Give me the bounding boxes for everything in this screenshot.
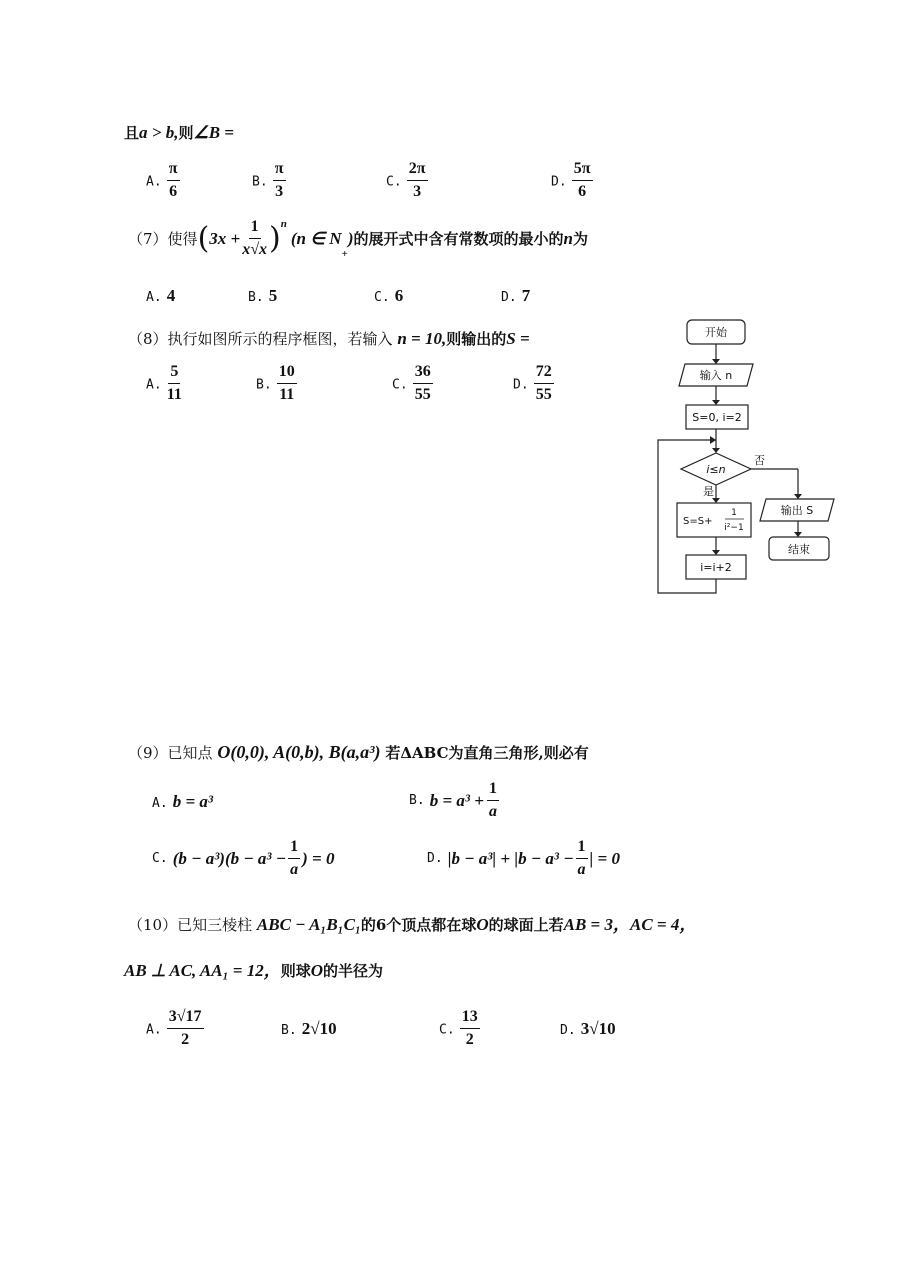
fraction-numerator: 1: [576, 838, 588, 859]
q6-stem-mid: 则: [178, 124, 194, 142]
fraction-numerator: 2π: [407, 160, 428, 181]
option-label: B.: [281, 1023, 297, 1038]
q8-tail-math: S =: [506, 329, 530, 348]
q7-option-d: [501, 286, 530, 306]
option-fraction: [167, 160, 180, 202]
q10-lead: 已知三棱柱: [177, 916, 253, 934]
option-label: C.: [392, 377, 408, 393]
question-number: （9）: [128, 744, 168, 762]
fraction-numerator: 1: [249, 218, 261, 239]
fraction-numerator: 72: [534, 363, 554, 384]
question-number: （7）: [128, 230, 168, 249]
option-fraction: [167, 363, 182, 405]
q8-option-a: [146, 363, 182, 405]
option-fraction: [576, 838, 588, 880]
option-expression: (b − a³)(b − a³ −: [172, 848, 287, 868]
fraction-denominator: 55: [414, 386, 431, 404]
flow-start-label: 开始: [705, 326, 727, 339]
q6-stem-math: a > b,: [139, 123, 179, 142]
option-expression-end: | = 0: [589, 848, 620, 868]
q7-option-b: [248, 286, 277, 306]
option-label: A.: [146, 377, 162, 393]
fraction-numerator: 5: [168, 363, 180, 384]
q6-option-d: [551, 160, 593, 202]
arrow-head: [794, 532, 802, 537]
right-paren: ): [269, 221, 281, 257]
flow-yes-label: 是: [703, 485, 714, 498]
q7-tail-end: 为: [572, 230, 588, 249]
q6-option-a: [146, 160, 180, 202]
fraction-denominator: a: [290, 861, 299, 879]
option-label: C.: [386, 174, 402, 190]
flow-init-label: S=0, i=2: [692, 411, 742, 424]
q9-stem: [128, 742, 589, 763]
q7-option-c: [374, 286, 403, 306]
left-paren: (: [197, 221, 210, 257]
fraction-numerator: 1: [487, 780, 499, 801]
q8-option-b: [256, 363, 297, 405]
q8-option-d: [513, 363, 554, 405]
option-label: B.: [409, 793, 425, 809]
q6-stem-angle: ∠B =: [193, 123, 234, 142]
option-fraction: [534, 363, 554, 405]
flow-update-s-prefix: S=S+: [683, 516, 713, 527]
option-label: D.: [513, 377, 529, 393]
q7-condition: (n ∈ N: [290, 228, 342, 248]
q6-stem-prefix: 且: [124, 124, 140, 142]
fraction-denominator: 11: [279, 386, 295, 404]
q9-option-d: [427, 838, 620, 880]
q6-option-c: [386, 160, 428, 202]
flow-update-i-label: i=i+2: [700, 561, 732, 574]
q10-condition2: AB ⊥ AC, AA₁ = 12，: [124, 961, 281, 980]
option-fraction: [407, 160, 428, 202]
option-label: D.: [427, 851, 443, 867]
option-expression: b = a³: [172, 792, 214, 811]
q9-points: O(0,0), A(0,b), B(a,a³): [217, 742, 381, 762]
question-number: （8）: [128, 330, 168, 348]
flow-update-s-den: i²−1: [724, 523, 744, 533]
q10-prism: ABC − A₁B₁C₁: [256, 915, 361, 934]
fraction-denominator: a: [488, 803, 497, 821]
fraction-denominator: 6: [169, 183, 178, 201]
option-label: A.: [146, 290, 162, 305]
option-label: B.: [256, 377, 272, 393]
option-fraction: [460, 1008, 480, 1050]
arrow-head: [712, 359, 720, 364]
fraction-numerator: 13: [460, 1008, 480, 1029]
program-flowchart: [650, 315, 850, 600]
option-label: C.: [374, 290, 390, 305]
q9-option-a: [152, 792, 213, 812]
fraction-numerator: 36: [413, 363, 433, 384]
q8-text: 执行如图所示的程序框图，若输入: [167, 330, 393, 348]
q8-stem: [128, 328, 530, 349]
fraction-denominator: 2: [465, 1031, 474, 1049]
fraction-numerator: 5π: [572, 160, 593, 181]
arrow-head: [794, 494, 802, 499]
option-label: D.: [551, 174, 567, 190]
option-fraction: [273, 160, 286, 202]
q10-mid2: 的球面上若: [488, 916, 564, 934]
option-expression: |b − a³| + |b − a³ −: [447, 848, 574, 868]
option-fraction: [277, 363, 297, 405]
q10-line2-tail: 则球: [280, 962, 311, 980]
option-value: 2√10: [301, 1019, 337, 1038]
option-label: D.: [501, 290, 517, 305]
q7-option-a: [146, 286, 175, 306]
q7-condition-sub: +: [341, 247, 348, 260]
q10-condition: AB = 3，AC = 4，: [563, 915, 697, 934]
q10-sphere: O: [476, 915, 489, 934]
fraction-numerator: 3√17: [167, 1008, 204, 1029]
fraction-denominator: 3: [413, 183, 422, 201]
fraction-denominator: 3: [275, 183, 284, 201]
arrow-head: [712, 400, 720, 405]
q7-stem: [128, 218, 588, 260]
fraction-numerator: π: [167, 160, 180, 181]
flow-no-label: 否: [754, 454, 765, 467]
q8-option-c: [392, 363, 433, 405]
fraction-denominator: 11: [166, 386, 182, 404]
q9-option-c: [152, 838, 334, 880]
q10-stem-line2: [124, 956, 383, 981]
option-value: 6: [394, 286, 404, 305]
q10-mid: 的6个顶点都在球: [360, 916, 477, 934]
q9-option-b: [409, 780, 499, 822]
q7-condition-close: ): [347, 228, 354, 248]
option-fraction: [167, 1008, 204, 1050]
arrow-head: [712, 550, 720, 555]
option-label: C.: [152, 851, 168, 867]
fraction-denominator: a: [577, 861, 586, 879]
option-label: B.: [248, 290, 264, 305]
q6-stem: [124, 122, 234, 143]
flow-input-label: 输入 n: [699, 369, 733, 382]
option-value: 5: [268, 286, 278, 305]
option-fraction: [413, 363, 433, 405]
option-value: 3√10: [580, 1019, 616, 1038]
option-fraction: [572, 160, 593, 202]
q6-option-b: [252, 160, 286, 202]
option-label: A.: [152, 796, 168, 811]
fraction-denominator: 2: [181, 1031, 190, 1049]
flow-cond-label: i≤n: [706, 463, 726, 476]
option-label: C.: [439, 1022, 455, 1038]
q9-tail: 若ΔABC为直角三角形,则必有: [385, 744, 589, 762]
fraction-numerator: 1: [288, 838, 300, 859]
flow-end-label: 结束: [788, 543, 810, 556]
arrow-head: [712, 448, 720, 453]
option-label: A.: [146, 1022, 162, 1038]
flow-update-s-num: 1: [731, 508, 737, 518]
q7-tail-var: n: [563, 228, 573, 248]
q10-line2-end: 的半径为: [323, 962, 384, 980]
fraction-denominator: 6: [578, 183, 587, 201]
option-value: 4: [166, 286, 176, 305]
q10-line2-sphere: O: [310, 961, 323, 980]
q9-lead: 已知点: [167, 744, 213, 762]
arrow-head: [712, 498, 720, 503]
flow-output-label: 输出 S: [780, 504, 814, 517]
q10-stem-line1: [128, 910, 696, 935]
option-value: 7: [521, 286, 531, 305]
fraction-numerator: π: [273, 160, 286, 181]
question-number: （10）: [128, 916, 178, 934]
q10-option-b: [281, 1019, 337, 1039]
option-fraction: [487, 780, 499, 822]
option-label: A.: [146, 174, 162, 190]
option-expression-end: ) = 0: [302, 848, 335, 868]
fraction-numerator: 10: [277, 363, 297, 384]
q7-lead: 使得: [167, 230, 198, 249]
q7-power: n: [280, 218, 287, 230]
option-expression: b = a³ +: [429, 790, 484, 810]
fraction-denominator: x√x: [242, 241, 267, 259]
option-label: D.: [560, 1023, 576, 1038]
option-fraction: [288, 838, 300, 880]
fraction-denominator: 55: [535, 386, 552, 404]
q7-expr: 3x +: [209, 228, 241, 248]
option-label: B.: [252, 174, 268, 190]
q10-option-a: [146, 1008, 204, 1050]
arrow-head: [710, 436, 716, 444]
q7-tail: 的展开式中含有常数项的最小的: [353, 230, 564, 249]
q8-tail: 则输出的: [446, 330, 507, 348]
q8-input-math: n = 10,: [397, 329, 447, 348]
q7-fraction: [242, 218, 267, 260]
q10-option-c: [439, 1008, 480, 1050]
q10-option-d: [560, 1019, 616, 1039]
